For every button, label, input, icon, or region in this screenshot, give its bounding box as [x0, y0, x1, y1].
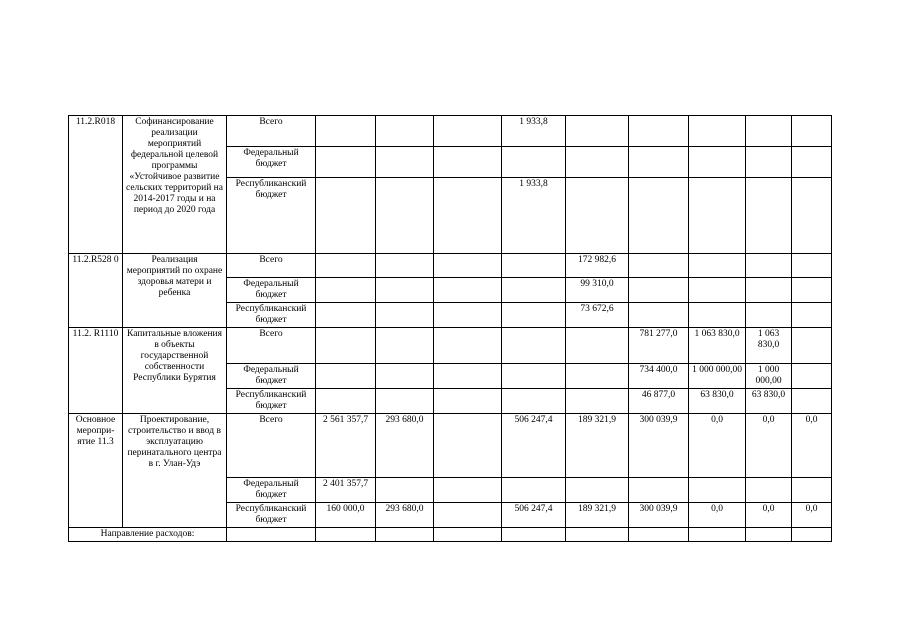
value-cell	[316, 303, 376, 328]
value-cell	[376, 328, 434, 364]
value-cell: 63 830,0	[746, 389, 792, 414]
value-cell	[316, 528, 376, 542]
value-cell	[502, 254, 566, 278]
source-label: Всего	[227, 414, 316, 478]
source-label: Федеральный бюджет	[227, 278, 316, 303]
value-cell: 0,0	[792, 414, 832, 478]
value-cell	[746, 147, 792, 178]
value-cell: 0,0	[689, 414, 746, 478]
value-cell: 1 063 830,0	[746, 328, 792, 364]
value-cell: 1 933,8	[502, 178, 566, 254]
value-cell: 506 247,4	[502, 414, 566, 478]
row-name: Софинансирование реализации мероприятий федеральной целевой программы «Устойчивое развитие сельских территорий на 2014-2017 годы и на период до 2020 года	[123, 116, 227, 254]
value-cell: 172 982,6	[566, 254, 629, 278]
value-cell: 300 039,9	[629, 414, 689, 478]
value-cell	[566, 364, 629, 389]
value-cell	[689, 147, 746, 178]
value-cell	[792, 528, 832, 542]
value-cell: 0,0	[746, 414, 792, 478]
budget-table	[68, 115, 832, 542]
value-cell	[746, 528, 792, 542]
value-cell	[227, 528, 316, 542]
value-cell	[316, 364, 376, 389]
value-cell	[629, 147, 689, 178]
value-cell: 1 000 000,00	[746, 364, 792, 389]
value-cell	[434, 254, 502, 278]
table-row	[69, 528, 832, 542]
source-label: Всего	[227, 328, 316, 364]
value-cell	[792, 328, 832, 364]
row-name: Проектирование, строительство и ввод в эксплуатацию перинатального центра в г. Улан-Удэ	[123, 414, 227, 528]
value-cell	[566, 116, 629, 147]
value-cell	[376, 254, 434, 278]
value-cell	[689, 278, 746, 303]
row-code: 11.2.R018	[69, 116, 123, 254]
value-cell	[566, 389, 629, 414]
value-cell	[316, 278, 376, 303]
value-cell	[792, 364, 832, 389]
value-cell	[689, 478, 746, 503]
value-cell: 293 680,0	[376, 503, 434, 528]
value-cell	[746, 278, 792, 303]
table-row	[69, 254, 832, 278]
value-cell	[376, 116, 434, 147]
source-label: Республиканский бюджет	[227, 178, 316, 254]
value-cell: 781 277,0	[629, 328, 689, 364]
value-cell	[792, 303, 832, 328]
value-cell: 1 063 830,0	[689, 328, 746, 364]
value-cell	[746, 303, 792, 328]
row-name: Капитальные вложения в объекты государственной собственности Республики Бурятия	[123, 328, 227, 414]
value-cell: 0,0	[746, 503, 792, 528]
value-cell	[689, 254, 746, 278]
value-cell	[792, 178, 832, 254]
value-cell: 2 401 357,7	[316, 478, 376, 503]
value-cell	[502, 278, 566, 303]
value-cell	[376, 528, 434, 542]
value-cell	[434, 147, 502, 178]
value-cell	[316, 147, 376, 178]
value-cell	[316, 178, 376, 254]
value-cell	[316, 328, 376, 364]
value-cell	[316, 389, 376, 414]
source-label: Республиканский бюджет	[227, 389, 316, 414]
value-cell	[502, 389, 566, 414]
value-cell	[434, 116, 502, 147]
value-cell	[629, 278, 689, 303]
value-cell: 300 039,9	[629, 503, 689, 528]
value-cell	[566, 478, 629, 503]
value-cell	[689, 116, 746, 147]
value-cell: 1 000 000,00	[689, 364, 746, 389]
value-cell	[629, 478, 689, 503]
row-code: 11.2.R528 0	[69, 254, 123, 328]
value-cell: 160 000,0	[316, 503, 376, 528]
value-cell	[746, 178, 792, 254]
value-cell: 1 933,8	[502, 116, 566, 147]
value-cell	[376, 364, 434, 389]
source-label: Федеральный бюджет	[227, 478, 316, 503]
value-cell	[434, 414, 502, 478]
value-cell: 734 400,0	[629, 364, 689, 389]
value-cell	[566, 178, 629, 254]
value-cell	[434, 303, 502, 328]
value-cell	[502, 364, 566, 389]
value-cell: 189 321,9	[566, 503, 629, 528]
value-cell	[629, 116, 689, 147]
value-cell	[376, 178, 434, 254]
value-cell	[689, 528, 746, 542]
value-cell	[434, 328, 502, 364]
value-cell	[746, 478, 792, 503]
value-cell: 0,0	[689, 503, 746, 528]
value-cell	[629, 254, 689, 278]
value-cell: 506 247,4	[502, 503, 566, 528]
row-code: 11.2. R1110	[69, 328, 123, 414]
value-cell	[434, 278, 502, 303]
value-cell	[502, 303, 566, 328]
value-cell	[376, 278, 434, 303]
value-cell	[566, 147, 629, 178]
source-label: Республиканский бюджет	[227, 303, 316, 328]
value-cell	[502, 528, 566, 542]
row-code: Основное меропри-ятие 11.3	[69, 414, 123, 528]
value-cell	[376, 303, 434, 328]
value-cell	[689, 178, 746, 254]
value-cell	[434, 364, 502, 389]
value-cell	[434, 178, 502, 254]
value-cell	[434, 389, 502, 414]
source-label: Всего	[227, 254, 316, 278]
value-cell	[376, 147, 434, 178]
value-cell	[434, 478, 502, 503]
value-cell	[502, 328, 566, 364]
value-cell	[689, 303, 746, 328]
value-cell: 293 680,0	[376, 414, 434, 478]
value-cell	[746, 254, 792, 278]
value-cell	[566, 528, 629, 542]
value-cell	[434, 503, 502, 528]
table-row	[69, 328, 832, 364]
value-cell	[792, 389, 832, 414]
source-label: Всего	[227, 116, 316, 147]
value-cell	[629, 178, 689, 254]
value-cell: 73 672,6	[566, 303, 629, 328]
value-cell	[629, 303, 689, 328]
value-cell	[502, 147, 566, 178]
table-row	[69, 414, 832, 478]
value-cell: 0,0	[792, 503, 832, 528]
value-cell	[629, 528, 689, 542]
expense-direction-label: Направление расходов:	[69, 528, 227, 542]
source-label: Федеральный бюджет	[227, 147, 316, 178]
value-cell	[792, 254, 832, 278]
source-label: Республиканский бюджет	[227, 503, 316, 528]
value-cell: 99 310,0	[566, 278, 629, 303]
value-cell: 46 877,0	[629, 389, 689, 414]
value-cell	[434, 528, 502, 542]
table-row	[69, 116, 832, 147]
value-cell	[376, 389, 434, 414]
value-cell	[792, 147, 832, 178]
row-name: Реализация мероприятий по охране здоровья матери и ребенка	[123, 254, 227, 328]
value-cell	[566, 328, 629, 364]
value-cell	[792, 116, 832, 147]
value-cell: 2 561 357,7	[316, 414, 376, 478]
value-cell	[316, 116, 376, 147]
value-cell	[792, 478, 832, 503]
value-cell	[746, 116, 792, 147]
value-cell	[502, 478, 566, 503]
value-cell: 63 830,0	[689, 389, 746, 414]
source-label: Федеральный бюджет	[227, 364, 316, 389]
value-cell	[316, 254, 376, 278]
value-cell	[376, 478, 434, 503]
value-cell: 189 321,9	[566, 414, 629, 478]
value-cell	[792, 278, 832, 303]
